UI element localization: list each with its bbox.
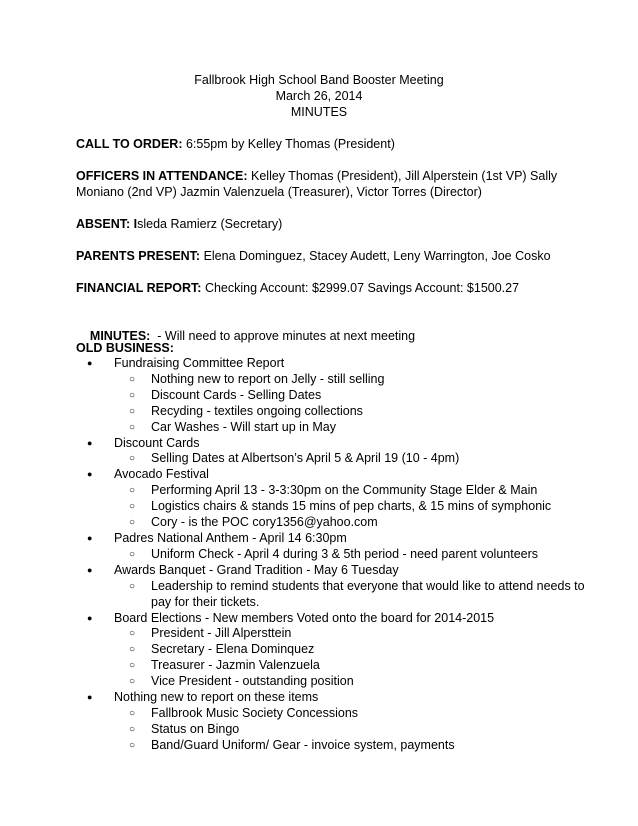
bullet-filled-icon: ● <box>87 437 93 448</box>
old-business-subitem-text: Secretary - Elena Dominquez <box>151 642 315 657</box>
old-business-item-text: Discount Cards <box>114 435 200 450</box>
old-business-subitem-text: Nothing new to report on Jelly - still selling <box>151 371 385 386</box>
old-business-subitem <box>76 722 596 738</box>
old-business-subitem <box>76 515 596 531</box>
meeting-date: March 26, 2014 <box>275 89 363 103</box>
old-business-subitem-text: Fallbrook Music Society Concessions <box>151 705 359 720</box>
old-business-subitem-text: Recyding - textiles ongoing collections <box>151 403 363 418</box>
bullet-hollow-icon: ○ <box>129 453 136 465</box>
old-business-subitem <box>76 738 596 754</box>
financial-paragraph <box>76 280 586 296</box>
old-business-item-text: Board Elections - New members Voted onto the board for 2014-2015 <box>114 610 495 625</box>
old-business-subitem <box>76 483 596 499</box>
old-business-subitem <box>76 642 596 658</box>
bullet-hollow-icon: ○ <box>129 373 136 385</box>
old-business-subitem <box>76 499 596 515</box>
bullet-filled-icon: ● <box>87 564 93 575</box>
old-business-subitem-text: Uniform Check - April 4 during 3 & 5th period - need parent volunteers <box>151 546 539 561</box>
call-to-order-paragraph <box>76 136 586 152</box>
old-business-subitem-text: Band/Guard Uniform/ Gear - invoice system, payments <box>151 737 455 752</box>
old-business-subitem-text: Performing April 13 - 3-3:30pm on the Community Stage Elder & Main <box>151 483 538 498</box>
old-business-subitem-text: President - Jill Alpersttein <box>151 626 292 641</box>
financial-text: Checking Account: $2999.07 Savings Account: $1500.27 <box>201 281 520 295</box>
call-to-order-label: CALL TO ORDER: <box>76 137 183 151</box>
minutes-heading: MINUTES <box>290 105 348 119</box>
absent-label: ABSENT: I <box>76 217 138 231</box>
minutes-text: - Will need to approve minutes at next meeting <box>150 329 416 343</box>
old-business-subitem <box>76 420 596 436</box>
old-business-subitem <box>76 626 596 642</box>
old-business-subitem-text: Logistics chairs & stands 15 mins of pep charts, & 15 mins of symphonic <box>151 499 552 514</box>
old-business-subitem <box>76 404 596 420</box>
old-business-subitem-text: Selling Dates at Albertson’s April 5 & April 19 (10 - 4pm) <box>151 451 460 466</box>
old-business-list <box>76 356 596 754</box>
old-business-item <box>76 563 596 579</box>
minutes-label: MINUTES: <box>89 329 151 343</box>
old-business-item-text: Awards Banquet - Grand Tradition - May 6 Tuesday <box>114 562 399 577</box>
old-business-subitem <box>76 658 596 674</box>
old-business-subitem <box>76 372 596 388</box>
old-business-item-text: Padres National Anthem - April 14 6:30pm <box>114 530 347 545</box>
absent-text: sleda Ramierz (Secretary) <box>137 217 283 231</box>
bullet-hollow-icon: ○ <box>129 389 136 401</box>
bullet-hollow-icon: ○ <box>129 660 136 672</box>
bullet-hollow-icon: ○ <box>129 405 136 417</box>
old-business-subitem <box>76 388 596 404</box>
old-business-subitem <box>76 547 596 563</box>
parents-text: Elena Dominguez, Stacey Audett, Leny Warrington, Joe Cosko <box>200 249 551 263</box>
bullet-hollow-icon: ○ <box>129 676 136 688</box>
parents-paragraph <box>76 248 586 264</box>
bullet-filled-icon: ● <box>87 469 93 480</box>
old-business-item <box>76 436 596 452</box>
parents-label: PARENTS PRESENT: <box>76 249 201 263</box>
bullet-filled-icon: ● <box>87 532 93 543</box>
old-business-subitem-text: Treasurer - Jazmin Valenzuela <box>151 658 320 673</box>
bullet-filled-icon: ● <box>87 612 93 623</box>
officers-label: OFFICERS IN ATTENDANCE: <box>76 169 248 183</box>
bullet-hollow-icon: ○ <box>129 517 136 529</box>
old-business-subitem-text: Discount Cards - Selling Dates <box>151 387 322 402</box>
bullet-filled-icon: ● <box>87 358 93 368</box>
old-business-item-text: Fundraising Committee Report <box>114 356 285 370</box>
old-business-subitem <box>76 674 596 690</box>
financial-label: FINANCIAL REPORT: <box>76 281 202 295</box>
call-to-order-text: 6:55pm by Kelley Thomas (President) <box>182 137 395 151</box>
officers-text: Kelley Thomas (President), Jill Alperstein (1st VP) Sally Moniano (2nd VP) Jazmin Valenzuela (Treasurer), Victor Torres (Director) <box>76 169 558 199</box>
old-business-subitem <box>76 706 596 722</box>
bullet-hollow-icon: ○ <box>129 485 136 497</box>
bullet-filled-icon: ● <box>87 692 93 703</box>
old-business-subitem-text: Vice President - outstanding position <box>151 674 354 689</box>
old-business-subitem-text: Cory - is the POC cory1356@yahoo.com <box>151 515 378 530</box>
bullet-hollow-icon: ○ <box>129 548 136 560</box>
bullet-hollow-icon: ○ <box>129 501 136 513</box>
bullet-hollow-icon: ○ <box>129 628 136 640</box>
old-business-label: OLD BUSINESS: <box>76 341 174 355</box>
bullet-hollow-icon: ○ <box>129 723 136 735</box>
old-business-heading <box>76 340 586 356</box>
document-header <box>0 72 638 120</box>
bullet-hollow-icon: ○ <box>129 644 136 656</box>
old-business-item <box>76 690 596 706</box>
old-business-subitem-text: Status on Bingo <box>151 721 240 736</box>
officers-paragraph <box>76 168 586 200</box>
old-business-item-text: Nothing new to report on these items <box>114 690 319 705</box>
absent-paragraph <box>76 216 586 232</box>
meeting-title: Fallbrook High School Band Booster Meeting <box>194 73 444 87</box>
old-business-subitem <box>76 579 596 611</box>
old-business-item <box>76 611 596 627</box>
bullet-hollow-icon: ○ <box>129 707 136 719</box>
old-business-item <box>76 467 596 483</box>
old-business-subitem-text: Car Washes - Will start up in May <box>151 419 336 434</box>
old-business-item <box>76 531 596 547</box>
bullet-hollow-icon: ○ <box>129 580 136 592</box>
old-business-subitem <box>76 451 596 467</box>
old-business-item <box>76 356 596 372</box>
old-business-item-text: Avocado Festival <box>114 467 209 482</box>
old-business-subitem-text: Leadership to remind students that everyone that would like to attend needs to pay for their tickets. <box>151 578 585 609</box>
bullet-hollow-icon: ○ <box>129 739 136 751</box>
bullet-hollow-icon: ○ <box>129 421 136 433</box>
